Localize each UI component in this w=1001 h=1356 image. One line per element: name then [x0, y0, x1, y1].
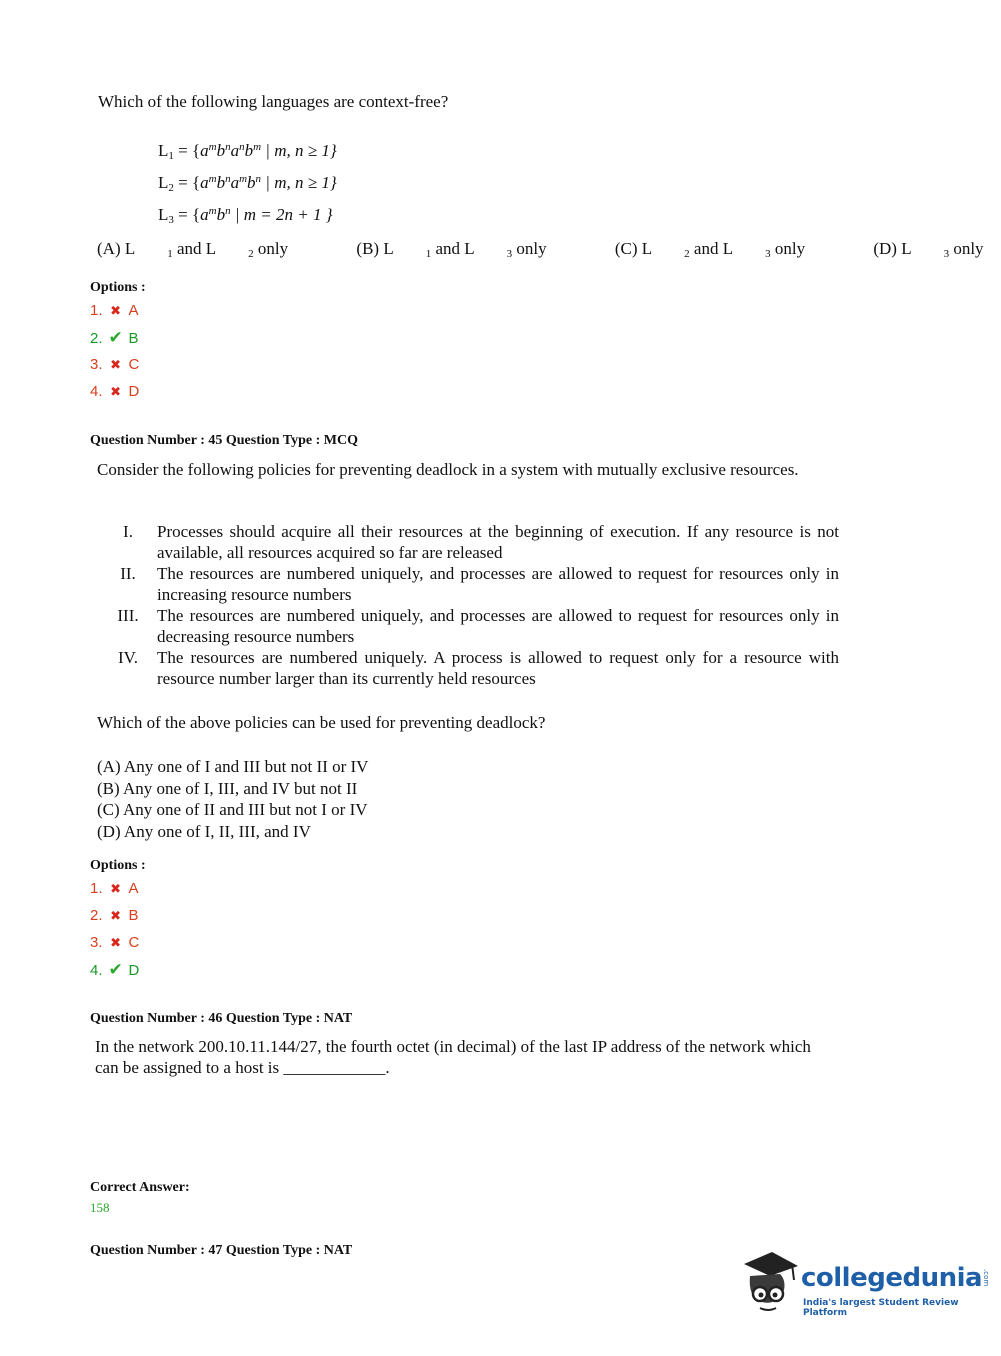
wrong-mark-icon: ✖	[110, 935, 121, 950]
q45-choice-b: (B) Any one of I, III, and IV but not II	[97, 778, 358, 798]
policy-4: IV. The resources are numbered uniquely. A process is allowed to request only for a resource with resource number larger than its currently held resources	[118, 648, 839, 688]
correct-check-icon: ✔	[108, 960, 123, 979]
q44-choice-d: (D) L $_3$ only	[873, 239, 984, 260]
wrong-mark-icon: ✖	[110, 384, 121, 399]
q45-option-1: 1. ✖ A	[90, 875, 139, 902]
q45-options-list	[90, 875, 139, 983]
q45-choice-c: (C) Any one of II and III but not I or IV	[97, 800, 368, 819]
language-l1: $L_1 = \{a^mb^na^nb^m$ | m, n ≥ 1}	[158, 141, 337, 162]
q45-policies	[99, 521, 841, 689]
language-l2: $L_2 = \{a^mb^na^mb^n$ | m, n ≥ 1}	[158, 173, 337, 194]
logo-suffix: .com	[982, 1268, 991, 1286]
q45-choice-d: (D) Any one of I, II, III, and IV	[97, 821, 311, 841]
q45-option-4: 4. ✔ D	[90, 956, 139, 983]
policy-1: I. Processes should acquire all their resources at the beginning of execution. If any resource is not available, all resources acquired so far are released	[123, 522, 839, 562]
q44-option-2: 2. ✔ B	[90, 324, 139, 351]
policy-3: III. The resources are numbered uniquely, and processes are allowed to request for resources only in decreasing resource numbers	[117, 606, 839, 646]
wrong-mark-icon: ✖	[110, 908, 121, 923]
language-l3: $L_3 = \{a^mb^n$ | m = 2n + 1 }	[158, 205, 333, 226]
q46-answer: 158	[90, 1200, 110, 1215]
q45-option-2: 2. ✖ B	[90, 902, 139, 929]
q44-languages	[158, 136, 337, 232]
q44-options-heading: Options :	[90, 280, 146, 295]
correct-check-icon: ✔	[108, 328, 123, 347]
q44-choice-b: (B) L $_1$ and L $_3$ only	[356, 239, 547, 260]
wrong-mark-icon: ✖	[110, 357, 121, 372]
q44-options-list	[90, 297, 139, 405]
q45-options-heading: Options :	[90, 858, 146, 873]
q44-choice-a: (A) L $_1$ and L $_2$ only	[97, 239, 289, 260]
q46-text: In the network 200.10.11.144/27, the fourth octet (in decimal) of the last IP address of the network which can be assigned to a host is ____________.	[95, 1037, 811, 1077]
q46-header: Question Number : 46 Question Type : NAT	[90, 1011, 353, 1026]
q44-prompt: Which of the following languages are context-free?	[98, 92, 449, 111]
q44-option-4: 4. ✖ D	[90, 378, 139, 405]
q44-choices	[97, 239, 1001, 260]
logo-tagline: India's largest Student Review Platform	[803, 1298, 959, 1318]
q44-option-3: 3. ✖ C	[90, 351, 139, 378]
q44-choice-c: (C) L $_2$ and L $_3$ only	[614, 239, 806, 260]
q45-question: Which of the above policies can be used for preventing deadlock?	[97, 713, 546, 732]
q47-header: Question Number : 47 Question Type : NAT	[90, 1243, 353, 1258]
wrong-mark-icon: ✖	[110, 303, 121, 318]
policy-2: II. The resources are numbered uniquely, and processes are allowed to request for resources only in increasing resource numbers	[120, 564, 839, 604]
q45-option-3: 3. ✖ C	[90, 929, 139, 956]
q45-choices	[97, 756, 368, 842]
q44-option-1: 1. ✖ A	[90, 297, 139, 324]
collegedunia-mascot-icon	[740, 1250, 800, 1320]
q45-choice-a: (A) Any one of I and III but not II or IV	[97, 757, 369, 776]
logo-name: collegedunia	[801, 1263, 983, 1293]
collegedunia-logo	[801, 1263, 990, 1293]
q46-correct-label: Correct Answer:	[90, 1180, 190, 1195]
q45-header: Question Number : 45 Question Type : MCQ	[90, 433, 358, 448]
wrong-mark-icon: ✖	[110, 881, 121, 896]
q45-intro: Consider the following policies for preventing deadlock in a system with mutually exclusive resources.	[97, 460, 799, 479]
